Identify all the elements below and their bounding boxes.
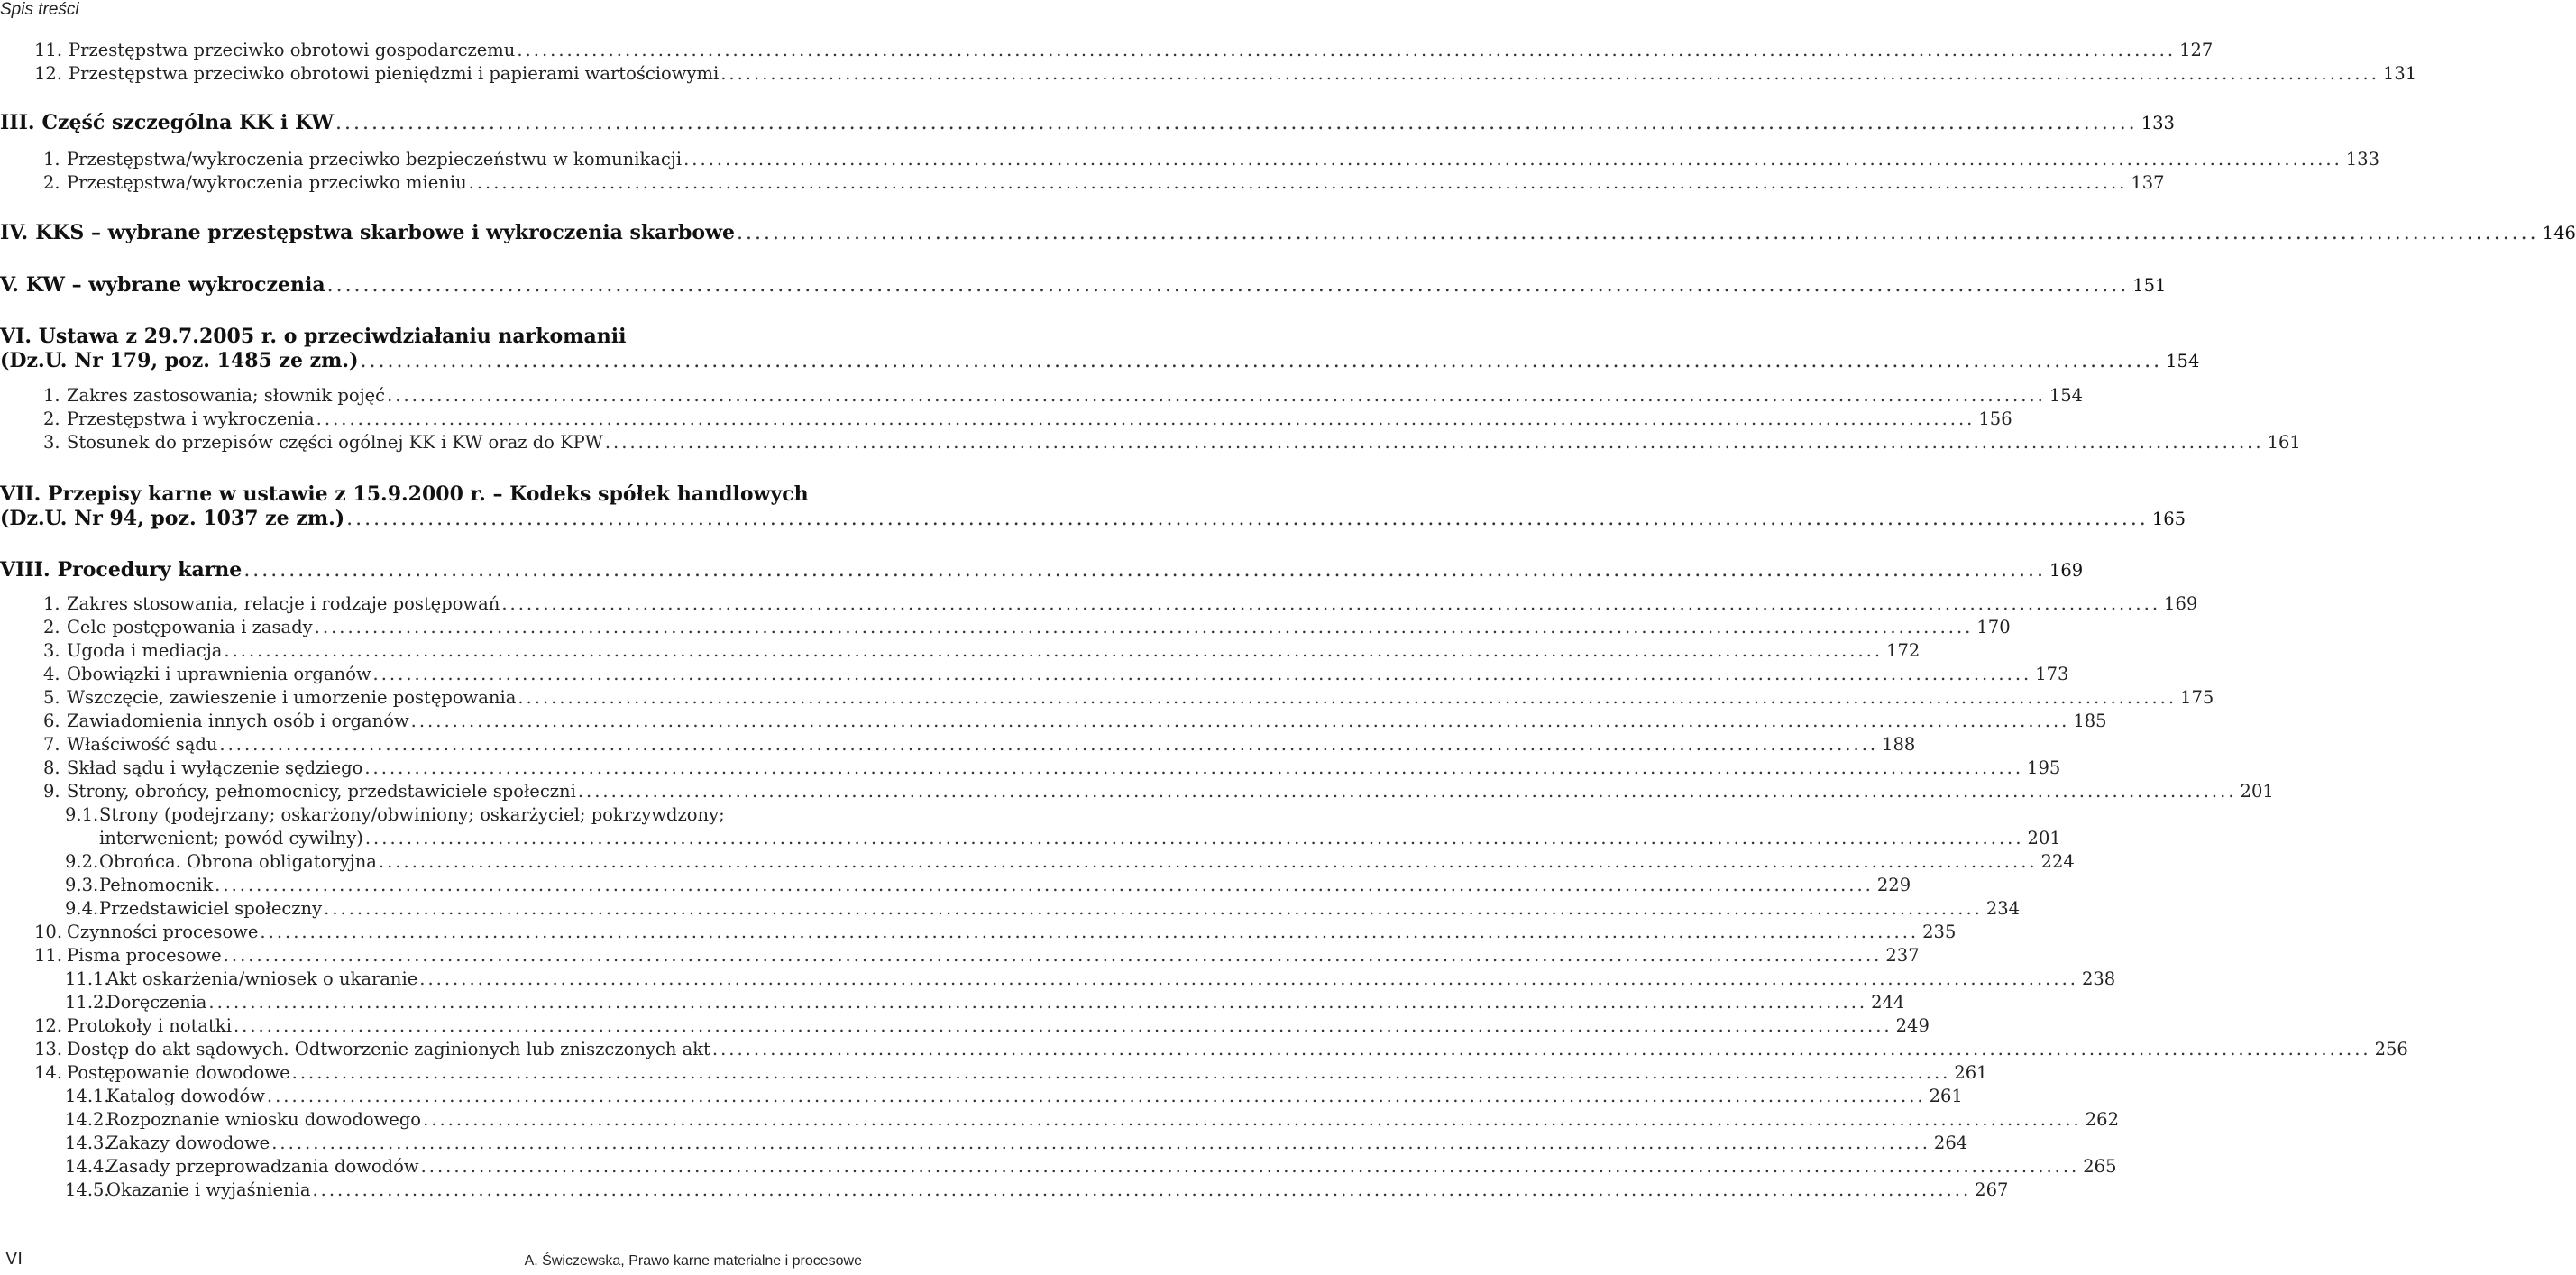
entry-page: 244 bbox=[1871, 992, 1905, 1013]
entry-number: 14.2. bbox=[65, 1109, 110, 1130]
dot-leader bbox=[315, 617, 1974, 638]
entry-page: 237 bbox=[1885, 945, 1920, 966]
dot-leader bbox=[387, 385, 2046, 406]
entry-title: Rozpoznanie wniosku dowodowego bbox=[106, 1109, 422, 1130]
entry-title: Czynności procesowe bbox=[67, 922, 259, 942]
entry-title: Zasady przeprowadzania dowodów bbox=[106, 1156, 419, 1177]
entry-number: 3. bbox=[43, 432, 60, 453]
entry-title: Akt oskarżenia/wniosek o ukaranie bbox=[106, 968, 418, 989]
toc-subentry-first-line[interactable] bbox=[65, 804, 725, 825]
footer-book-title: Prawo karne materialne i procesowe bbox=[628, 1253, 862, 1269]
dot-leader bbox=[224, 945, 1883, 966]
entry-title: Ustawa z 29.7.2005 r. o przeciwdziałaniu narkomanii bbox=[38, 325, 627, 348]
entry-title-continuation: (Dz.U. Nr 94, poz. 1037 ze zm.) bbox=[0, 507, 345, 530]
entry-title: Protokoły i notatki bbox=[67, 1015, 232, 1036]
toc-entry[interactable] bbox=[34, 40, 2214, 60]
entry-number: 14.4. bbox=[65, 1156, 110, 1177]
entry-number: 11.2. bbox=[65, 992, 110, 1013]
entry-number: 12. bbox=[34, 63, 63, 84]
entry-page: 195 bbox=[2027, 757, 2061, 778]
entry-title: Procedury karne bbox=[57, 558, 243, 582]
dot-leader bbox=[419, 968, 2078, 989]
entry-title: Przestępstwa przeciwko obrotowi gospodarczemu bbox=[69, 40, 516, 60]
entry-title: Właściwość sądu bbox=[67, 734, 218, 755]
dot-leader bbox=[364, 757, 2023, 778]
entry-page: 238 bbox=[2081, 968, 2116, 989]
dot-leader bbox=[224, 640, 1883, 661]
entry-number: VIII. bbox=[0, 558, 50, 582]
toc-entry[interactable] bbox=[43, 640, 1921, 661]
entry-page: 265 bbox=[2083, 1156, 2117, 1177]
entry-page: 169 bbox=[2164, 593, 2198, 614]
entry-title-continuation: interwenient; powód cywilny) bbox=[99, 828, 363, 848]
entry-page: 133 bbox=[2141, 113, 2175, 133]
entry-page: 169 bbox=[2049, 560, 2084, 581]
toc-entry[interactable] bbox=[43, 664, 2069, 684]
footer-citation bbox=[525, 1253, 862, 1270]
footer-author: A. Świczewska, bbox=[524, 1253, 629, 1269]
toc-subentry[interactable] bbox=[65, 1086, 1963, 1106]
toc-subentry[interactable] bbox=[65, 992, 1905, 1013]
entry-number: 1. bbox=[43, 149, 60, 170]
dot-leader bbox=[469, 172, 2128, 193]
entry-number: 2. bbox=[43, 617, 60, 638]
entry-title: Przestępstwa/wykroczenia przeciwko bezpieczeństwu w komunikacji bbox=[67, 149, 683, 170]
entry-title: Obowiązki i uprawnienia organów bbox=[67, 664, 371, 684]
entry-title: Ugoda i mediacja bbox=[67, 640, 223, 661]
entry-title: Obrońca. Obrona obligatoryjna bbox=[99, 851, 377, 872]
entry-number: 11. bbox=[34, 945, 63, 966]
entry-page: 264 bbox=[1933, 1133, 1968, 1153]
dot-leader bbox=[215, 875, 1874, 895]
running-header: Spis treści bbox=[0, 0, 79, 19]
entry-page: 267 bbox=[1975, 1179, 2009, 1200]
entry-title: Część szczególna KK i KW bbox=[41, 111, 335, 134]
entry-number: 9. bbox=[43, 781, 60, 802]
entry-title: Doręczenia bbox=[106, 992, 207, 1013]
entry-number: 14.1. bbox=[65, 1086, 110, 1106]
toc-entry[interactable] bbox=[43, 172, 2165, 193]
entry-title: Przedstawiciel społeczny bbox=[99, 898, 323, 919]
toc-subentry[interactable] bbox=[65, 968, 2116, 989]
entry-number: 9.3. bbox=[65, 875, 99, 895]
entry-page: 234 bbox=[1985, 898, 2021, 919]
entry-number: 14. bbox=[34, 1062, 63, 1083]
dot-leader bbox=[260, 922, 1919, 942]
entry-number: 9.2. bbox=[65, 851, 99, 872]
entry-title: Cele postępowania i zasady bbox=[67, 617, 313, 638]
entry-title: Przestępstwa i wykroczenia bbox=[67, 408, 315, 429]
dot-leader bbox=[271, 1133, 1930, 1153]
dot-leader bbox=[292, 1062, 1951, 1083]
dot-leader bbox=[208, 992, 1867, 1013]
entry-number: 12. bbox=[34, 1015, 63, 1036]
entry-number: 14.3. bbox=[65, 1133, 110, 1153]
toc-subentry[interactable] bbox=[65, 1156, 2117, 1177]
entry-title: KKS – wybrane przestępstwa skarbowe i wykroczenia skarbowe bbox=[35, 221, 736, 244]
entry-number: 7. bbox=[43, 734, 60, 755]
entry-title: Strony (podejrzany; oskarżony/obwiniony; oskarżyciel; pokrzywdzony; bbox=[99, 804, 725, 825]
toc-entry[interactable] bbox=[43, 385, 2084, 406]
entry-title: Wszczęcie, zawieszenie i umorzenie postępowania bbox=[67, 687, 517, 708]
entry-number: 9.4. bbox=[65, 898, 99, 919]
entry-page: 165 bbox=[2151, 509, 2186, 529]
entry-title: Przestępstwa/wykroczenia przeciwko mieniu bbox=[67, 172, 467, 193]
entry-page: 146 bbox=[2542, 223, 2576, 243]
toc-entry[interactable] bbox=[43, 617, 2011, 638]
footer-page-number: VI bbox=[5, 1249, 23, 1269]
entry-page: 261 bbox=[1929, 1086, 1963, 1106]
toc-entry[interactable] bbox=[43, 149, 2380, 170]
dot-leader bbox=[578, 781, 2237, 802]
dot-leader bbox=[605, 432, 2264, 453]
toc-entry[interactable] bbox=[43, 711, 2107, 731]
entry-number: 1. bbox=[43, 593, 60, 614]
entry-title: Skład sądu i wyłączenie sędziego bbox=[67, 757, 363, 778]
entry-title: Katalog dowodów bbox=[106, 1086, 265, 1106]
dot-leader bbox=[365, 828, 2024, 848]
dot-leader bbox=[373, 664, 2032, 684]
entry-page: 229 bbox=[1876, 875, 1911, 895]
entry-page: 172 bbox=[1886, 640, 1921, 661]
entry-page: 261 bbox=[1954, 1062, 1988, 1083]
entry-title: Stosunek do przepisów części ogólnej KK i KW oraz do KPW bbox=[67, 432, 603, 453]
entry-number: 10. bbox=[34, 922, 63, 942]
dot-leader bbox=[501, 593, 2160, 614]
entry-title: KW – wybrane wykroczenia bbox=[25, 273, 325, 297]
entry-page: 224 bbox=[2040, 851, 2075, 872]
dot-leader bbox=[312, 1179, 1971, 1200]
toc-chapter-first-line[interactable] bbox=[0, 325, 626, 348]
dot-leader bbox=[518, 687, 2177, 708]
toc-chapter[interactable] bbox=[0, 507, 2186, 530]
toc-subentry[interactable] bbox=[65, 898, 2021, 919]
entry-title: Pełnomocnik bbox=[99, 875, 214, 895]
dot-leader bbox=[335, 112, 2138, 134]
entry-title-continuation: (Dz.U. Nr 179, poz. 1485 ze zm.) bbox=[0, 349, 359, 372]
entry-title: Przepisy karne w ustawie z 15.9.2000 r. – Kodeks spółek handlowych bbox=[47, 482, 809, 506]
entry-number: 2. bbox=[43, 172, 60, 193]
entry-number: III. bbox=[0, 111, 35, 134]
entry-number: IV. bbox=[0, 221, 29, 244]
entry-number: 3. bbox=[43, 640, 60, 661]
toc-entry[interactable] bbox=[43, 432, 2301, 453]
entry-page: 137 bbox=[2131, 172, 2165, 193]
entry-number: 11. bbox=[34, 40, 63, 60]
toc-chapter[interactable] bbox=[0, 558, 2084, 582]
dot-leader bbox=[421, 1156, 2080, 1177]
toc-subentry[interactable] bbox=[65, 1179, 2009, 1200]
entry-title: Zakres stosowania, relacje i rodzaje postępowań bbox=[67, 593, 500, 614]
entry-number: 8. bbox=[43, 757, 60, 778]
toc-entry[interactable] bbox=[34, 1015, 1930, 1036]
entry-title: Zakres zastosowania; słownik pojęć bbox=[67, 385, 386, 406]
entry-title: Dostęp do akt sądowych. Odtworzenie zaginionych lub zniszczonych akt bbox=[67, 1039, 710, 1059]
entry-number: VII. bbox=[0, 482, 41, 506]
entry-page: 185 bbox=[2073, 711, 2107, 731]
toc-subentry[interactable] bbox=[65, 1109, 2119, 1130]
entry-number: 1. bbox=[43, 385, 60, 406]
toc-entry[interactable] bbox=[34, 1062, 1988, 1083]
toc-entry[interactable] bbox=[34, 63, 2417, 84]
entry-page: 256 bbox=[2374, 1039, 2408, 1059]
toc-chapter-first-line[interactable] bbox=[0, 482, 809, 506]
entry-page: 201 bbox=[2027, 828, 2061, 848]
entry-page: 262 bbox=[2085, 1109, 2119, 1130]
dot-leader bbox=[379, 851, 2038, 872]
entry-title: Przestępstwa przeciwko obrotowi pieniędzmi i papierami wartościowymi bbox=[69, 63, 720, 84]
toc-subentry[interactable] bbox=[99, 828, 2061, 848]
entry-page: 249 bbox=[1895, 1015, 1930, 1036]
entry-page: 133 bbox=[2345, 149, 2380, 170]
entry-page: 201 bbox=[2240, 781, 2274, 802]
toc-entry[interactable] bbox=[43, 408, 2012, 429]
dot-leader bbox=[267, 1086, 1926, 1106]
entry-number: 2. bbox=[43, 408, 60, 429]
toc-chapter[interactable] bbox=[0, 111, 2175, 134]
dot-leader bbox=[517, 40, 2176, 60]
toc-entry[interactable] bbox=[43, 734, 1916, 755]
entry-number: VI. bbox=[0, 325, 32, 348]
dot-leader bbox=[219, 734, 1878, 755]
toc-entry[interactable] bbox=[43, 757, 2061, 778]
toc-entry[interactable] bbox=[34, 922, 1957, 942]
dot-leader bbox=[423, 1109, 2082, 1130]
entry-title: Zakazy dowodowe bbox=[106, 1133, 270, 1153]
toc-chapter[interactable] bbox=[0, 349, 2200, 372]
entry-page: 156 bbox=[1978, 408, 2012, 429]
entry-page: 170 bbox=[1976, 617, 2011, 638]
toc-entry[interactable] bbox=[43, 593, 2198, 614]
entry-page: 127 bbox=[2179, 40, 2214, 60]
toc-entry[interactable] bbox=[43, 781, 2274, 802]
dot-leader bbox=[360, 350, 2162, 372]
dot-leader bbox=[683, 149, 2342, 170]
toc-entry[interactable] bbox=[34, 1039, 2408, 1059]
dot-leader bbox=[316, 408, 1976, 429]
dot-leader bbox=[720, 63, 2379, 84]
toc-subentry[interactable] bbox=[65, 1133, 1968, 1153]
dot-leader bbox=[346, 508, 2149, 530]
toc-subentry[interactable] bbox=[65, 875, 1911, 895]
toc-entry[interactable] bbox=[43, 687, 2214, 708]
entry-number: 4. bbox=[43, 664, 60, 684]
dot-leader bbox=[737, 222, 2539, 244]
entry-number: 14.5. bbox=[65, 1179, 110, 1200]
entry-page: 235 bbox=[1922, 922, 1957, 942]
entry-title: Postępowanie dowodowe bbox=[67, 1062, 290, 1083]
entry-page: 151 bbox=[2132, 275, 2167, 296]
toc-subentry[interactable] bbox=[65, 851, 2075, 872]
entry-number: 11.1. bbox=[65, 968, 110, 989]
dot-leader bbox=[234, 1015, 1893, 1036]
entry-page: 188 bbox=[1882, 734, 1916, 755]
entry-title: Zawiadomienia innych osób i organów bbox=[67, 711, 409, 731]
entry-title: Pisma procesowe bbox=[67, 945, 222, 966]
entry-page: 154 bbox=[2049, 385, 2084, 406]
entry-page: 131 bbox=[2382, 63, 2417, 84]
entry-page: 175 bbox=[2180, 687, 2214, 708]
entry-number: 5. bbox=[43, 687, 60, 708]
dot-leader bbox=[712, 1039, 2371, 1059]
dot-leader bbox=[324, 898, 1983, 919]
entry-number: V. bbox=[0, 273, 19, 297]
toc-chapter[interactable] bbox=[0, 221, 2576, 244]
dot-leader bbox=[411, 711, 2070, 731]
entry-page: 154 bbox=[2166, 351, 2200, 371]
toc-chapter[interactable] bbox=[0, 273, 2167, 297]
entry-page: 161 bbox=[2267, 432, 2301, 453]
entry-page: 173 bbox=[2035, 664, 2069, 684]
dot-leader bbox=[243, 559, 2046, 582]
entry-title: Okazanie i wyjaśnienia bbox=[106, 1179, 311, 1200]
toc-entry[interactable] bbox=[34, 945, 1920, 966]
entry-number: 9.1. bbox=[65, 804, 99, 825]
entry-title: Strony, obrońcy, pełnomocnicy, przedstawiciele społeczni bbox=[67, 781, 576, 802]
entry-number: 6. bbox=[43, 711, 60, 731]
dot-leader bbox=[327, 274, 2130, 297]
entry-number: 13. bbox=[34, 1039, 63, 1059]
